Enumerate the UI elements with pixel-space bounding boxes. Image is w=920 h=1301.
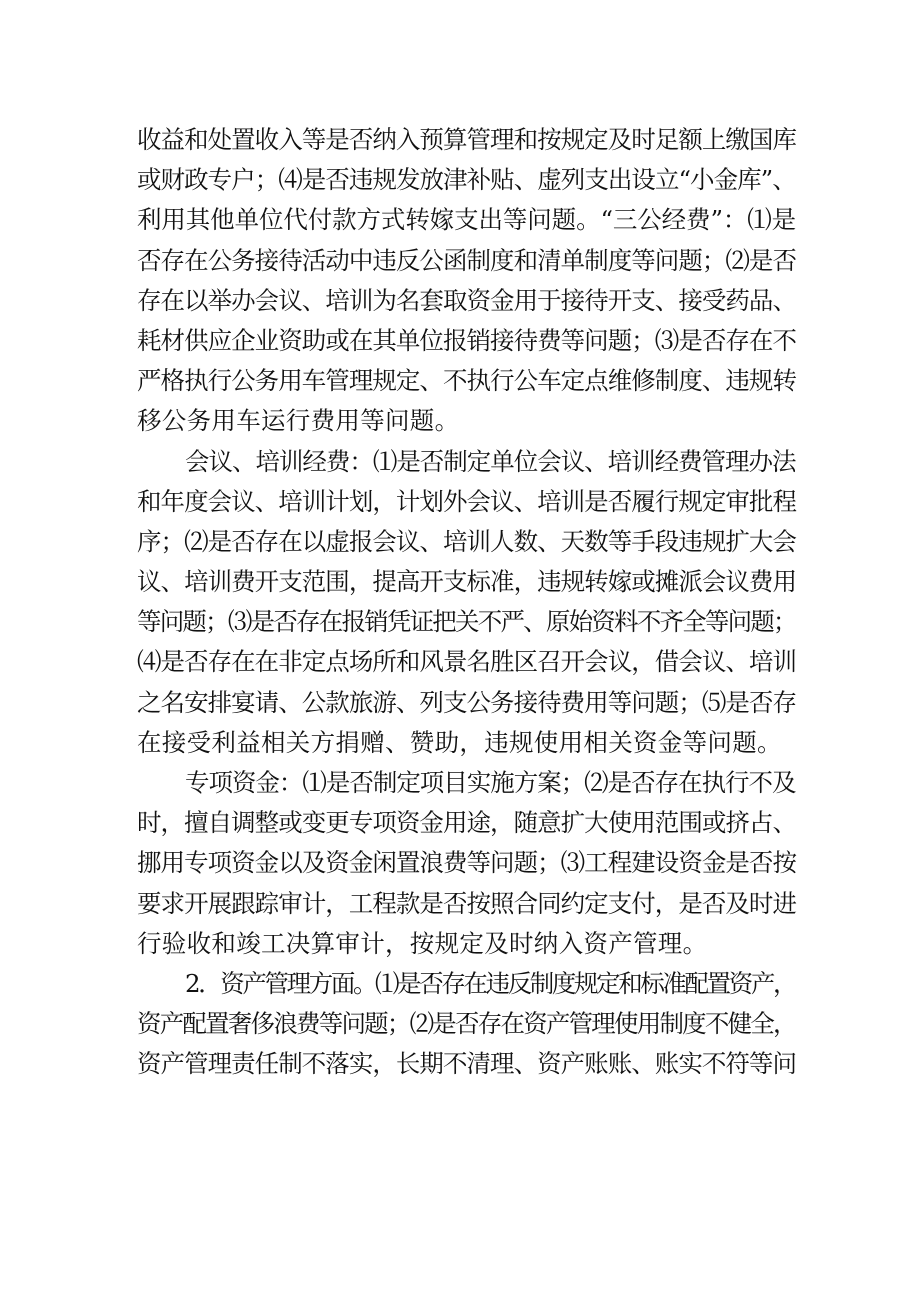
text-line: 要求开展跟踪审计，工程款是否按照合同约定支付，是否及时进 xyxy=(137,888,796,918)
text-line: 移公务用车运行费用等问题。 xyxy=(137,406,460,436)
text-line: 等问题；⑶是否存在报销凭证把关不严、原始资料不齐全等问题； xyxy=(137,607,796,637)
paragraph-first-line: 专项资金：⑴是否制定项目实施方案；⑵是否存在执行不及 xyxy=(185,768,796,797)
document-body xyxy=(137,120,797,1085)
text-line: 议、培训费开支范围，提高开支标准，违规转嫁或摊派会议费用 xyxy=(137,567,796,597)
text-line: 严格执行公务用车管理规定、不执行公车定点维修制度、违规转 xyxy=(137,366,796,396)
text-line: ⑷是否存在在非定点场所和风景名胜区召开会议，借会议、培训 xyxy=(137,647,796,677)
text-line: 利用其他单位代付款方式转嫁支出等问题。“三公经费”：⑴是 xyxy=(137,205,797,235)
text-line: 或财政专户；⑷是否违规发放津补贴、虚列支出设立“小金库”、 xyxy=(137,165,796,195)
text-line: 序；⑵是否存在以虚报会议、培训人数、天数等手段违规扩大会 xyxy=(137,526,796,556)
text-line: 时，擅自调整或变更专项资金用途，随意扩大使用范围或挤占、 xyxy=(137,808,796,838)
text-line: 挪用专项资金以及资金闲置浪费等问题；⑶工程建设资金是否按 xyxy=(137,848,796,878)
text-line: 在接受利益相关方捐赠、赞助，违规使用相关资金等问题。 xyxy=(137,727,782,757)
text-line: 之名安排宴请、公款旅游、列支公务接待费用等问题；⑸是否存 xyxy=(137,687,796,717)
text-line: 收益和处置收入等是否纳入预算管理和按规定及时足额上缴国库 xyxy=(137,125,796,154)
text-line: 和年度会议、培训计划，计划外会议、培训是否履行规定审批程 xyxy=(137,486,796,516)
paragraph-first-line: 2．资产管理方面。⑴是否存在违反制度规定和标准配置资产， xyxy=(185,968,796,998)
text-line: 耗材供应企业资助或在其单位报销接待费等问题；⑶是否存在不 xyxy=(137,325,796,355)
text-line: 资产管理责任制不落实，长期不清理、资产账账、账实不符等问 xyxy=(137,1049,796,1079)
paragraph-first-line: 会议、培训经费：⑴是否制定单位会议、培训经费管理办法 xyxy=(185,446,796,476)
text-line: 存在以举办会议、培训为名套取资金用于接待开支、接受药品、 xyxy=(137,285,796,315)
text-line: 行验收和竣工决算审计，按规定及时纳入资产管理。 xyxy=(137,928,708,958)
text-line: 否存在公务接待活动中违反公函制度和清单制度等问题；⑵是否 xyxy=(137,245,796,275)
text-line: 资产配置奢侈浪费等问题；⑵是否存在资产管理使用制度不健全， xyxy=(137,1009,796,1039)
